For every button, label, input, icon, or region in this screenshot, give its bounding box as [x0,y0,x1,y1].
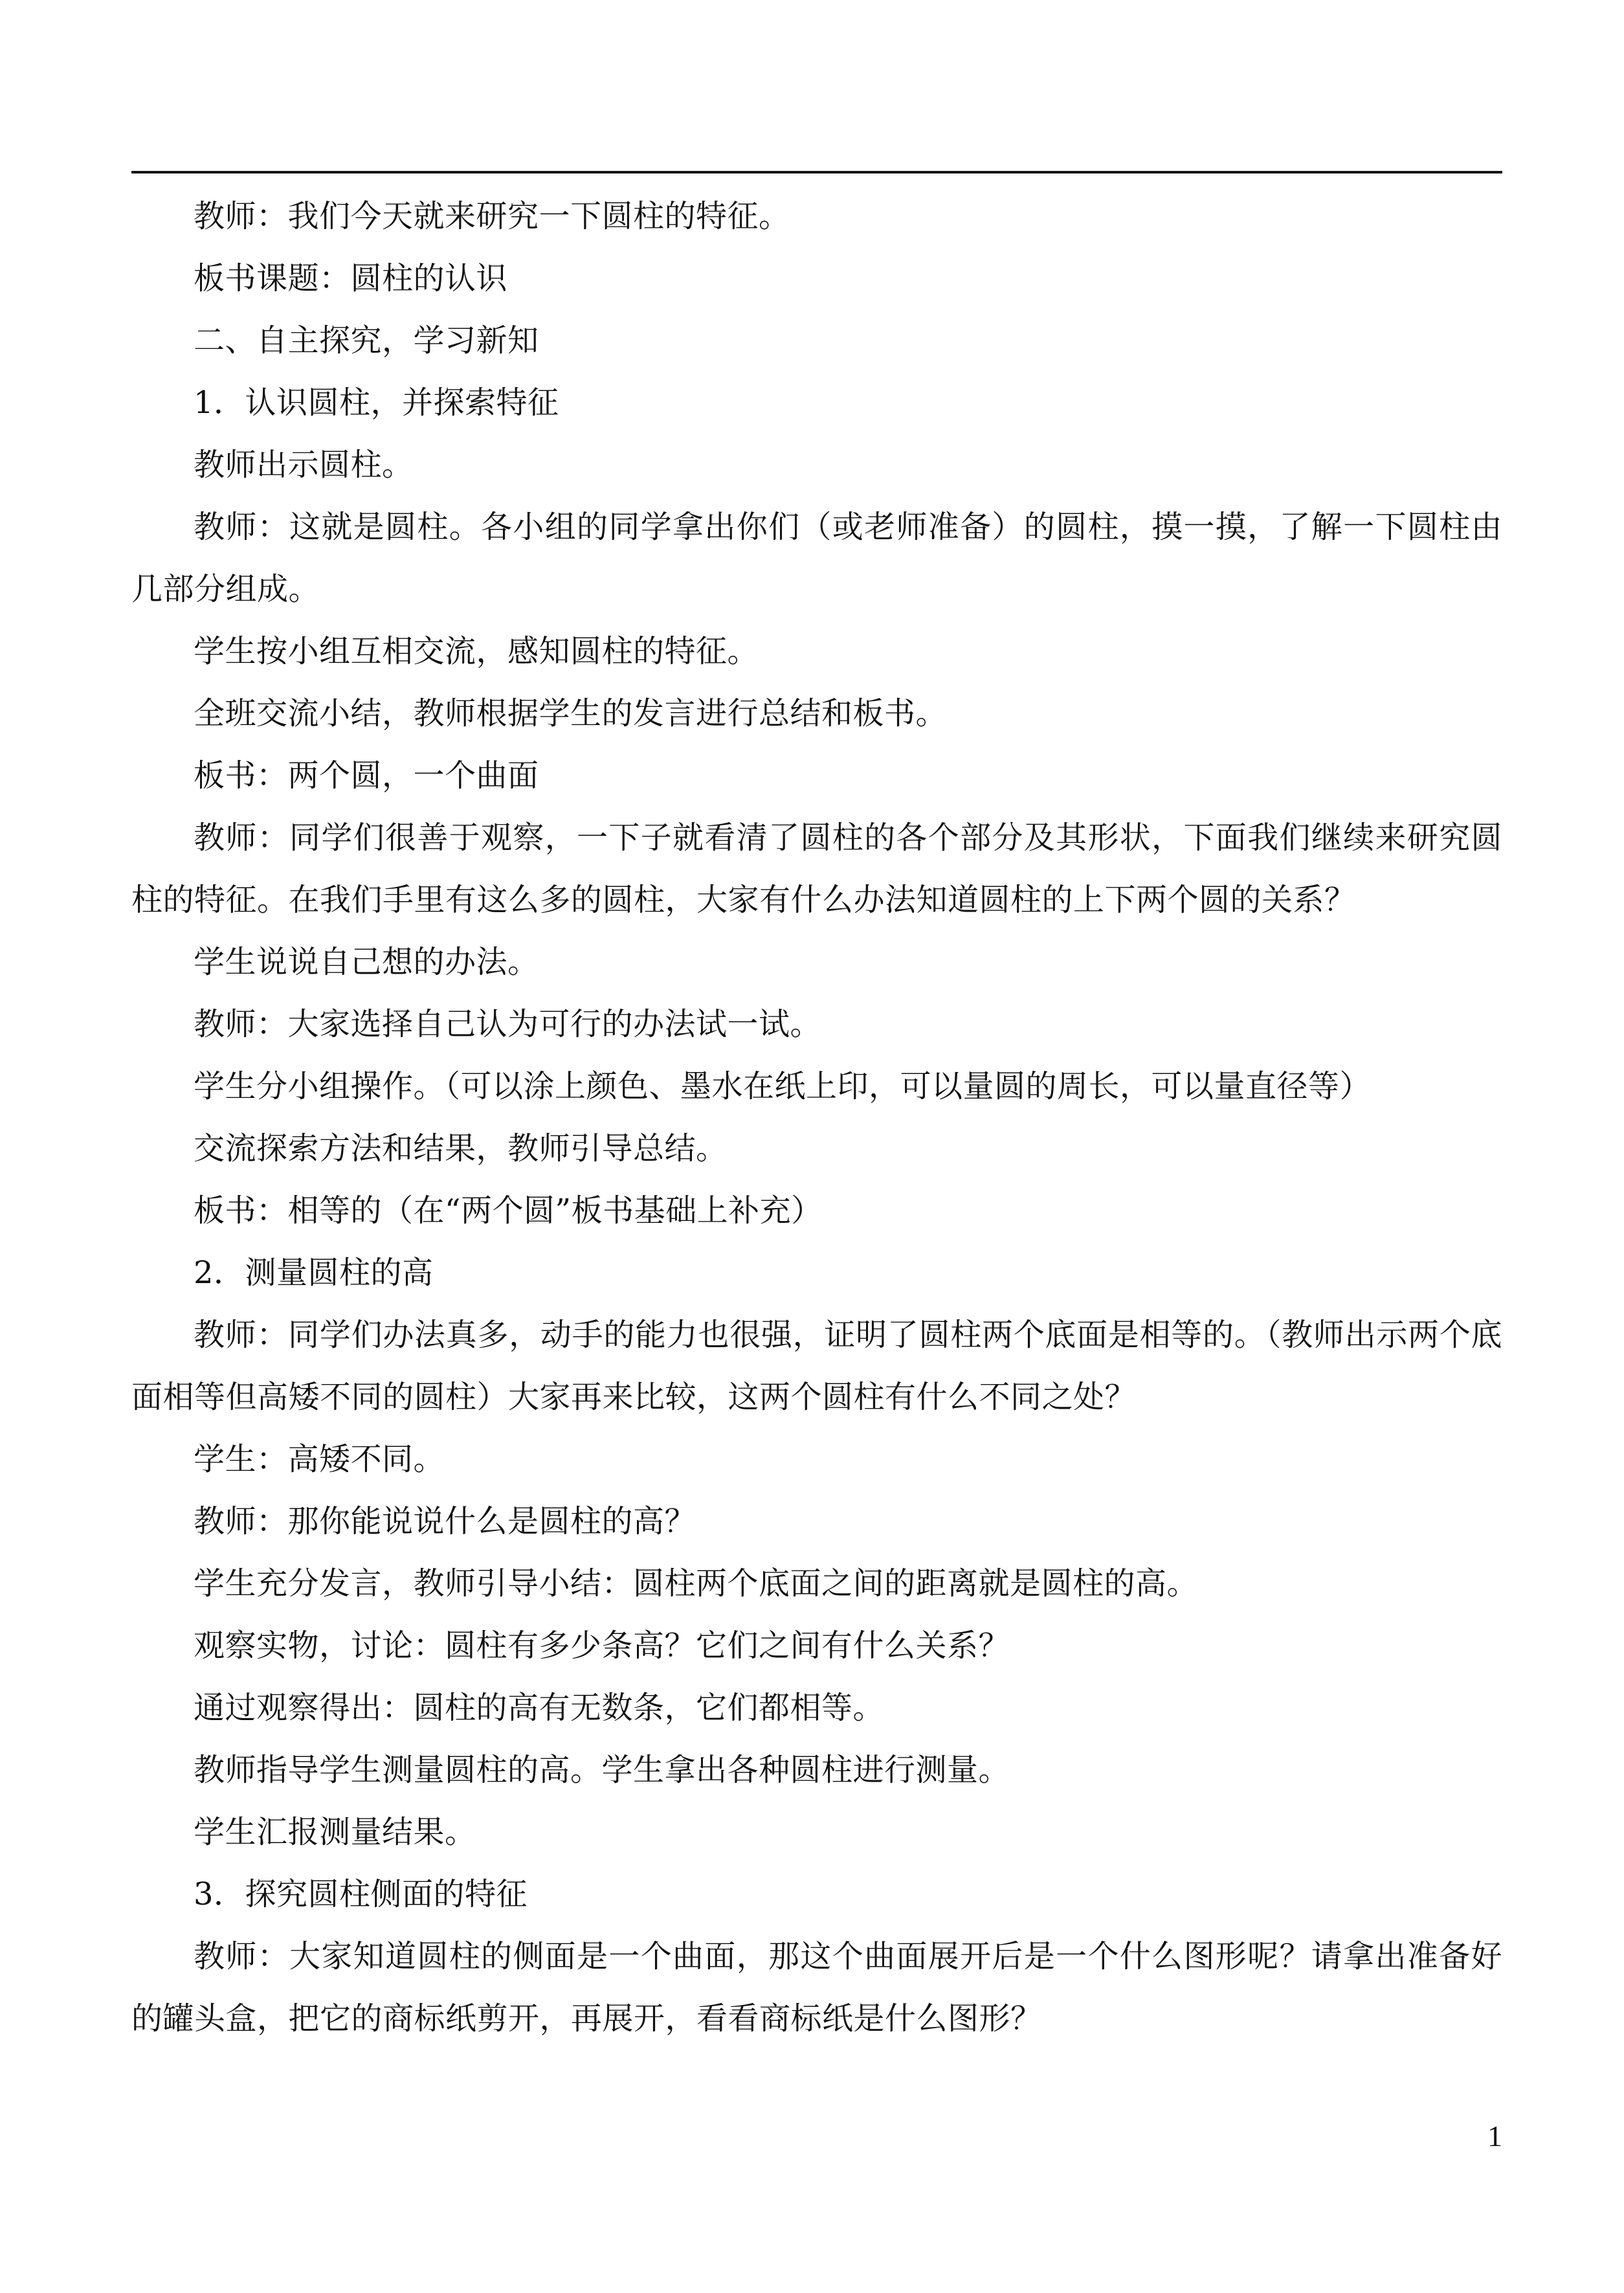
paragraph: 学生汇报测量结果。 [194,1814,476,1850]
paragraph: 通过观察得出：圆柱的高有无数条，它们都相等。 [194,1690,885,1726]
page-number: 1 [1487,2120,1502,2153]
paragraph: 教师指导学生测量圆柱的高。学生拿出各种圆柱进行测量。 [194,1752,1010,1788]
paragraph: 板书：相等的（在“两个圆”板书基础上补充） [194,1192,823,1229]
paragraph: 学生按小组互相交流，感知圆柱的特征。 [194,633,759,669]
paragraph: 教师出示圆柱。 [194,447,414,483]
paragraph: 学生：高矮不同。 [194,1441,445,1477]
paragraph: 教师：我们今天就来研究一下圆柱的特征。 [194,198,790,234]
header-rule [131,171,1502,173]
paragraph: 教师：同学们很善于观察，一下子就看清了圆柱的各个部分及其形状，下面我们继续来研究圆柱的特征。在我们手里有这么多的圆柱，大家有什么办法知道圆柱的上下两个圆的关系？ [131,820,1502,918]
document-body [131,185,1502,2050]
paragraph: 教师：那你能说说什么是圆柱的高？ [194,1503,696,1539]
paragraph: 全班交流小结，教师根据学生的发言进行总结和板书。 [194,695,948,732]
paragraph: 观察实物，讨论：圆柱有多少条高？它们之间有什么关系？ [194,1627,1010,1664]
paragraph: 教师：同学们办法真多，动手的能力也很强，证明了圆柱两个底面是相等的。（教师出示两个底面相等但高矮不同的圆柱）大家再来比较，这两个圆柱有什么不同之处？ [131,1317,1502,1415]
paragraph: 交流探索方法和结果，教师引导总结。 [194,1130,728,1167]
paragraph: 板书课题：圆柱的认识 [194,260,508,296]
paragraph: 教师：大家选择自己认为可行的办法试一试。 [194,1006,822,1042]
paragraph: 教师：大家知道圆柱的侧面是一个曲面，那这个曲面展开后是一个什么图形呢？请拿出准备好的罐头盒，把它的商标纸剪开，再展开，看看商标纸是什么图形？ [131,1938,1502,2037]
section-heading: 二、自主探究，学习新知 [194,322,539,359]
paragraph: 学生分小组操作。（可以涂上颜色、墨水在纸上印，可以量圆的周长，可以量直径等） [194,1068,1372,1104]
paragraph: 板书：两个圆，一个曲面 [194,757,539,794]
subsection-heading: 1．认识圆柱，并探索特征 [194,385,559,421]
paragraph: 教师：这就是圆柱。各小组的同学拿出你们（或老师准备）的圆柱，摸一摸，了解一下圆柱由几部分组成。 [131,509,1502,607]
subsection-heading: 2．测量圆柱的高 [194,1255,434,1291]
paragraph: 学生说说自己想的办法。 [194,944,539,980]
paragraph: 学生充分发言，教师引导小结：圆柱两个底面之间的距离就是圆柱的高。 [194,1565,1199,1602]
subsection-heading: 3．探究圆柱侧面的特征 [194,1876,528,1912]
